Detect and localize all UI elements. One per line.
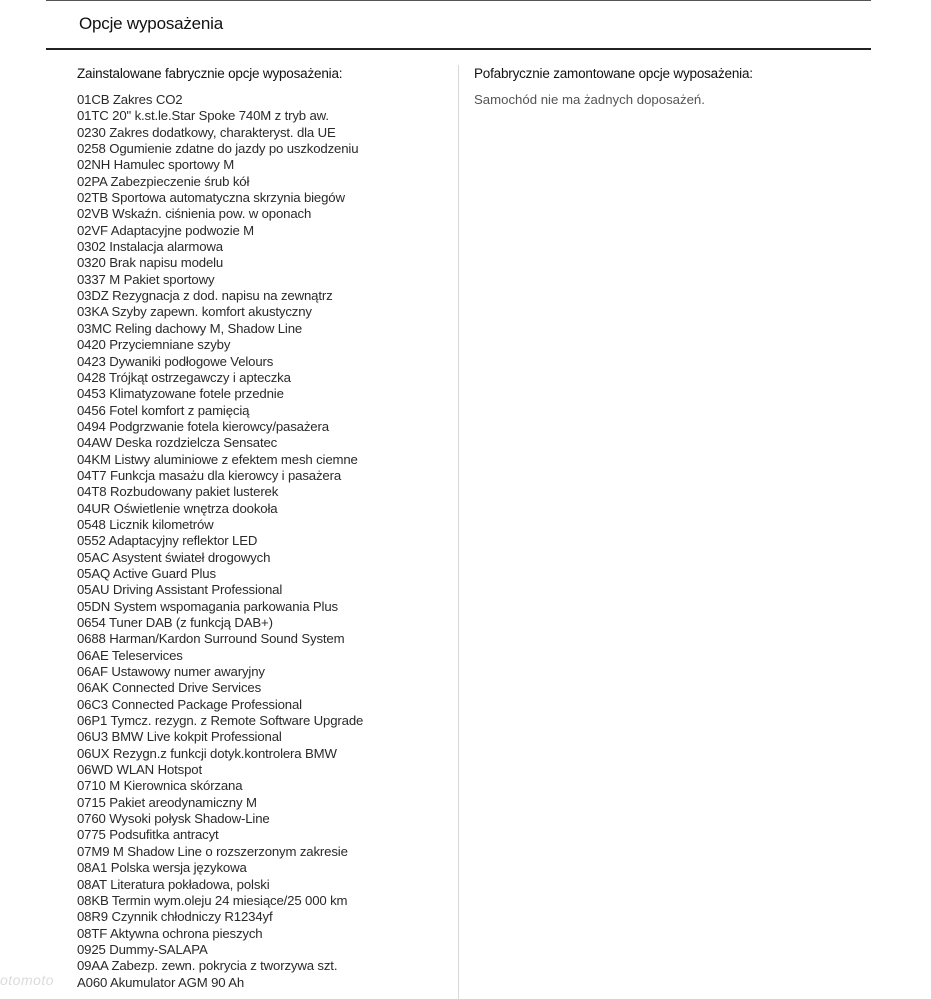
option-item: 0775 Podsufitka antracyt bbox=[77, 827, 219, 843]
option-item: A060 Akumulator AGM 90 Ah bbox=[77, 974, 245, 990]
option-item: 0688 Harman/Kardon Surround Sound System bbox=[77, 631, 345, 647]
option-item: 05DN System wspomagania parkowania Plus bbox=[77, 598, 338, 614]
option-item: 0423 Dywaniki podłogowe Velours bbox=[77, 353, 274, 369]
option-item: 0552 Adaptacyjny reflektor LED bbox=[77, 533, 258, 549]
option-item: 05AQ Active Guard Plus bbox=[77, 565, 216, 581]
watermark: otomoto bbox=[0, 972, 55, 988]
option-item: 05AC Asystent świateł drogowych bbox=[77, 549, 271, 565]
title-divider bbox=[46, 48, 871, 50]
option-item: 07M9 M Shadow Line o rozszerzonym zakresie bbox=[77, 843, 348, 859]
factory-options-heading: Zainstalowane fabrycznie opcje wyposażenia: bbox=[77, 66, 343, 81]
option-item: 0548 Licznik kilometrów bbox=[77, 516, 214, 532]
option-item: 0494 Podgrzwanie fotela kierowcy/pasażera bbox=[77, 418, 329, 434]
option-item: 0654 Tuner DAB (z funkcją DAB+) bbox=[77, 615, 273, 630]
factory-options-list bbox=[77, 92, 363, 991]
option-item: 0428 Trójkąt ostrzegawczy i apteczka bbox=[77, 369, 291, 385]
option-item: 02NH Hamulec sportowy M bbox=[77, 157, 235, 173]
top-rule bbox=[46, 0, 871, 1]
option-item: 04T7 Funkcja masażu dla kierowcy i pasażera bbox=[77, 467, 342, 483]
option-item: 02PA Zabezpieczenie śrub kół bbox=[77, 173, 250, 189]
option-item: 06AE Teleservices bbox=[77, 647, 183, 663]
option-item: 03DZ Rezygnacja z dod. napisu na zewnątrz bbox=[77, 288, 333, 304]
page-title: Opcje wyposażenia bbox=[79, 14, 224, 33]
column-divider bbox=[458, 65, 459, 999]
option-item: 04T8 Rozbudowany pakiet lusterek bbox=[77, 484, 279, 500]
option-item: 02VB Wskaźn. ciśnienia pow. w oponach bbox=[77, 206, 312, 222]
option-item: 08KB Termin wym.oleju 24 miesiące/25 000 km bbox=[77, 892, 348, 908]
option-item: 06U3 BMW Live kokpit Professional bbox=[77, 729, 282, 745]
option-item: 0715 Pakiet areodynamiczny M bbox=[77, 794, 257, 810]
option-item: 03KA Szyby zapewn. komfort akustyczny bbox=[77, 304, 312, 320]
option-item: 01TC 20" k.st.le.Star Spoke 740M z tryb aw. bbox=[77, 108, 329, 124]
option-item: 02VF Adaptacyjne podwozie M bbox=[77, 222, 255, 238]
option-item: 08A1 Polska wersja językowa bbox=[77, 860, 247, 876]
aftermarket-options-text: Samochód nie ma żadnych doposażeń. bbox=[474, 92, 705, 107]
option-item: 03MC Reling dachowy M, Shadow Line bbox=[77, 320, 303, 336]
option-item: 06P1 Tymcz. rezygn. z Remote Software Upgrade bbox=[77, 713, 364, 729]
option-item: 0320 Brak napisu modelu bbox=[77, 255, 224, 271]
option-item: 05AU Driving Assistant Professional bbox=[77, 582, 283, 598]
option-item: 0258 Ogumienie zdatne do jazdy po uszkodzeniu bbox=[77, 141, 359, 157]
option-item: 06WD WLAN Hotspot bbox=[77, 762, 202, 778]
option-item: 0420 Przyciemniane szyby bbox=[77, 337, 231, 353]
option-item: 06UX Rezygn.z funkcji dotyk.kontrolera BMW bbox=[77, 745, 337, 761]
option-item: 0302 Instalacja alarmowa bbox=[77, 239, 223, 255]
option-item: 06AK Connected Drive Services bbox=[77, 680, 262, 696]
option-item: 0710 M Kierownica skórzana bbox=[77, 778, 243, 794]
option-item: 06C3 Connected Package Professional bbox=[77, 696, 302, 712]
option-item: 04AW Deska rozdzielcza Sensatec bbox=[77, 435, 278, 451]
option-item: 06AF Ustawowy numer awaryjny bbox=[77, 664, 265, 680]
option-item: 09AA Zabezp. zewn. pokrycia z tworzywa szt. bbox=[77, 958, 338, 974]
option-item: 0337 M Pakiet sportowy bbox=[77, 271, 215, 287]
option-item: 04KM Listwy aluminiowe z efektem mesh ciemne bbox=[77, 451, 358, 467]
option-item: 0456 Fotel komfort z pamięcią bbox=[77, 402, 250, 418]
option-item: 0925 Dummy-SALAPA bbox=[77, 941, 208, 957]
aftermarket-options-heading: Pofabrycznie zamontowane opcje wyposażenia: bbox=[474, 66, 753, 81]
option-item: 08R9 Czynnik chłodniczy R1234yf bbox=[77, 909, 273, 925]
option-item: 08AT Literatura pokładowa, polski bbox=[77, 876, 270, 892]
option-item: 0453 Klimatyzowane fotele przednie bbox=[77, 386, 284, 402]
option-item: 0760 Wysoki połysk Shadow-Line bbox=[77, 811, 270, 827]
option-item: 0230 Zakres dodatkowy, charakteryst. dla UE bbox=[77, 124, 336, 140]
option-item: 08TF Aktywna ochrona pieszych bbox=[77, 925, 263, 941]
option-item: 04UR Oświetlenie wnętrza dookoła bbox=[77, 500, 278, 516]
option-item: 01CB Zakres CO2 bbox=[77, 92, 183, 107]
option-item: 02TB Sportowa automatyczna skrzynia biegów bbox=[77, 190, 345, 206]
